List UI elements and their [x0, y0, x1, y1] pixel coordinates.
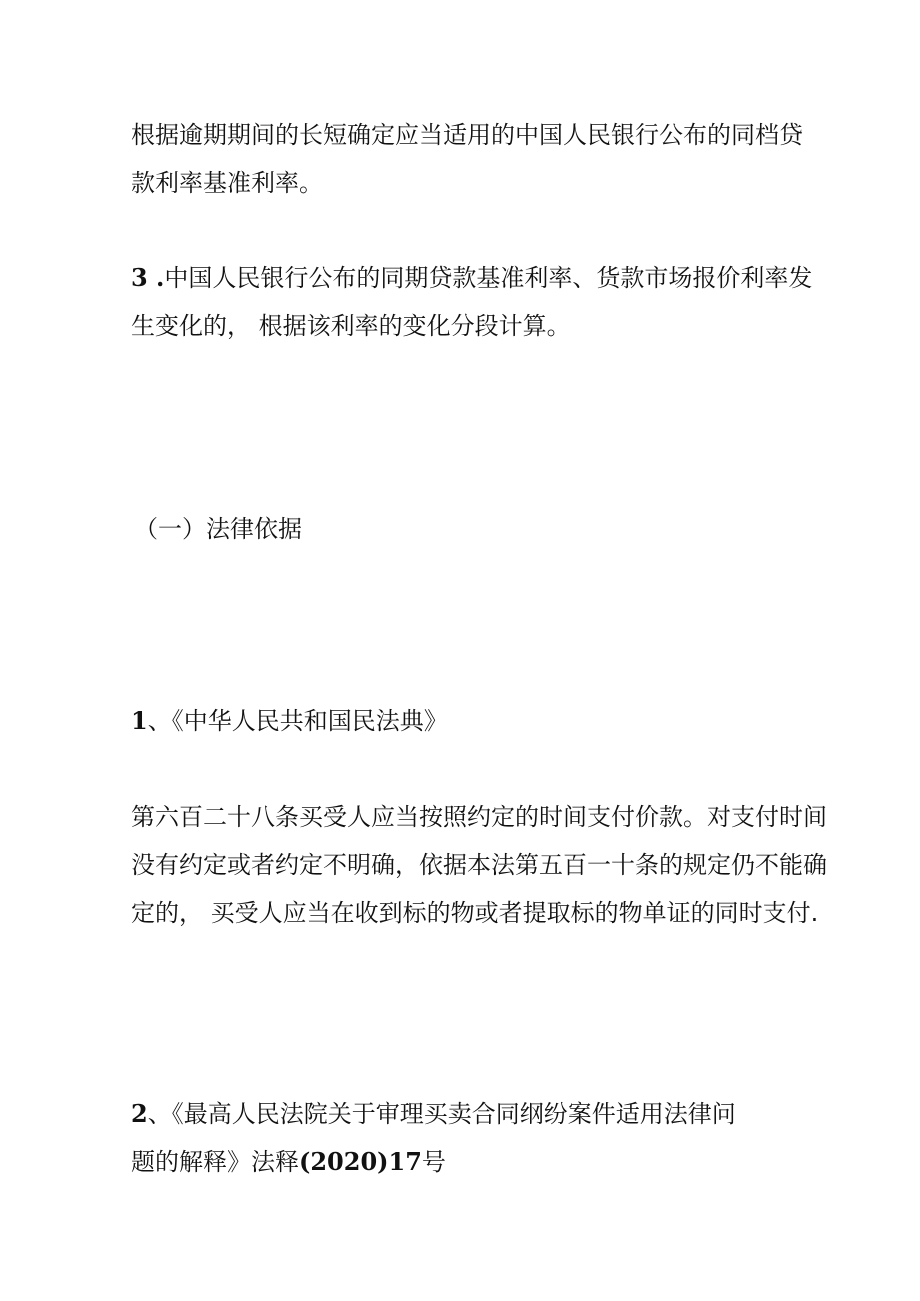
item-number: 2 — [131, 1099, 148, 1128]
item-title-suffix: 号 — [421, 1148, 446, 1176]
item-title: 、《最高人民法院关于审理买卖合同纲纷案件适用法律问 — [147, 1100, 736, 1128]
item-title: 、《中华人民共和国民法典》 — [147, 707, 448, 735]
paragraph-line — [131, 254, 813, 302]
item-title-prefix: 题的解释》法释 — [131, 1148, 299, 1176]
paragraph-line: 没有约定或者约定不明确，依据本法第五百一十条的规定仍不能确 — [131, 851, 827, 879]
paragraph-line: 第六百二十八条买受人应当按照约定的时间支付价款。对支付时间 — [131, 803, 827, 831]
paragraph-line: 根据逾期期间的长短确定应当适用的中国人民银行公布的同档贷 — [131, 121, 803, 149]
paragraph-line: 生变化的， 根据该利率的变化分段计算。 — [131, 312, 571, 340]
item-title-line — [131, 697, 801, 745]
section-heading-legal-basis: （一）法律依据 — [134, 515, 302, 543]
item-civil-code — [131, 697, 801, 745]
item-number: 1 — [131, 706, 148, 735]
item-supreme-court-interpretation — [131, 1090, 801, 1186]
item-title-line — [131, 1138, 801, 1186]
paragraph-line-text: 中国人民银行公布的同期贷款基准利率、货款市场报价利率发 — [164, 264, 813, 292]
item-number: 3 . — [131, 263, 165, 292]
paragraph-rate-change — [131, 254, 813, 350]
item-title-line — [131, 1090, 801, 1138]
paragraph-article-628 — [131, 793, 827, 937]
paragraph-overdue-rate — [131, 111, 801, 207]
document-number: (2020)17 — [299, 1147, 422, 1176]
paragraph-line: 款利率基准利率。 — [131, 169, 323, 197]
paragraph-line: 定的， 买受人应当在收到标的物或者提取标的物单证的同时支付. — [131, 899, 819, 927]
